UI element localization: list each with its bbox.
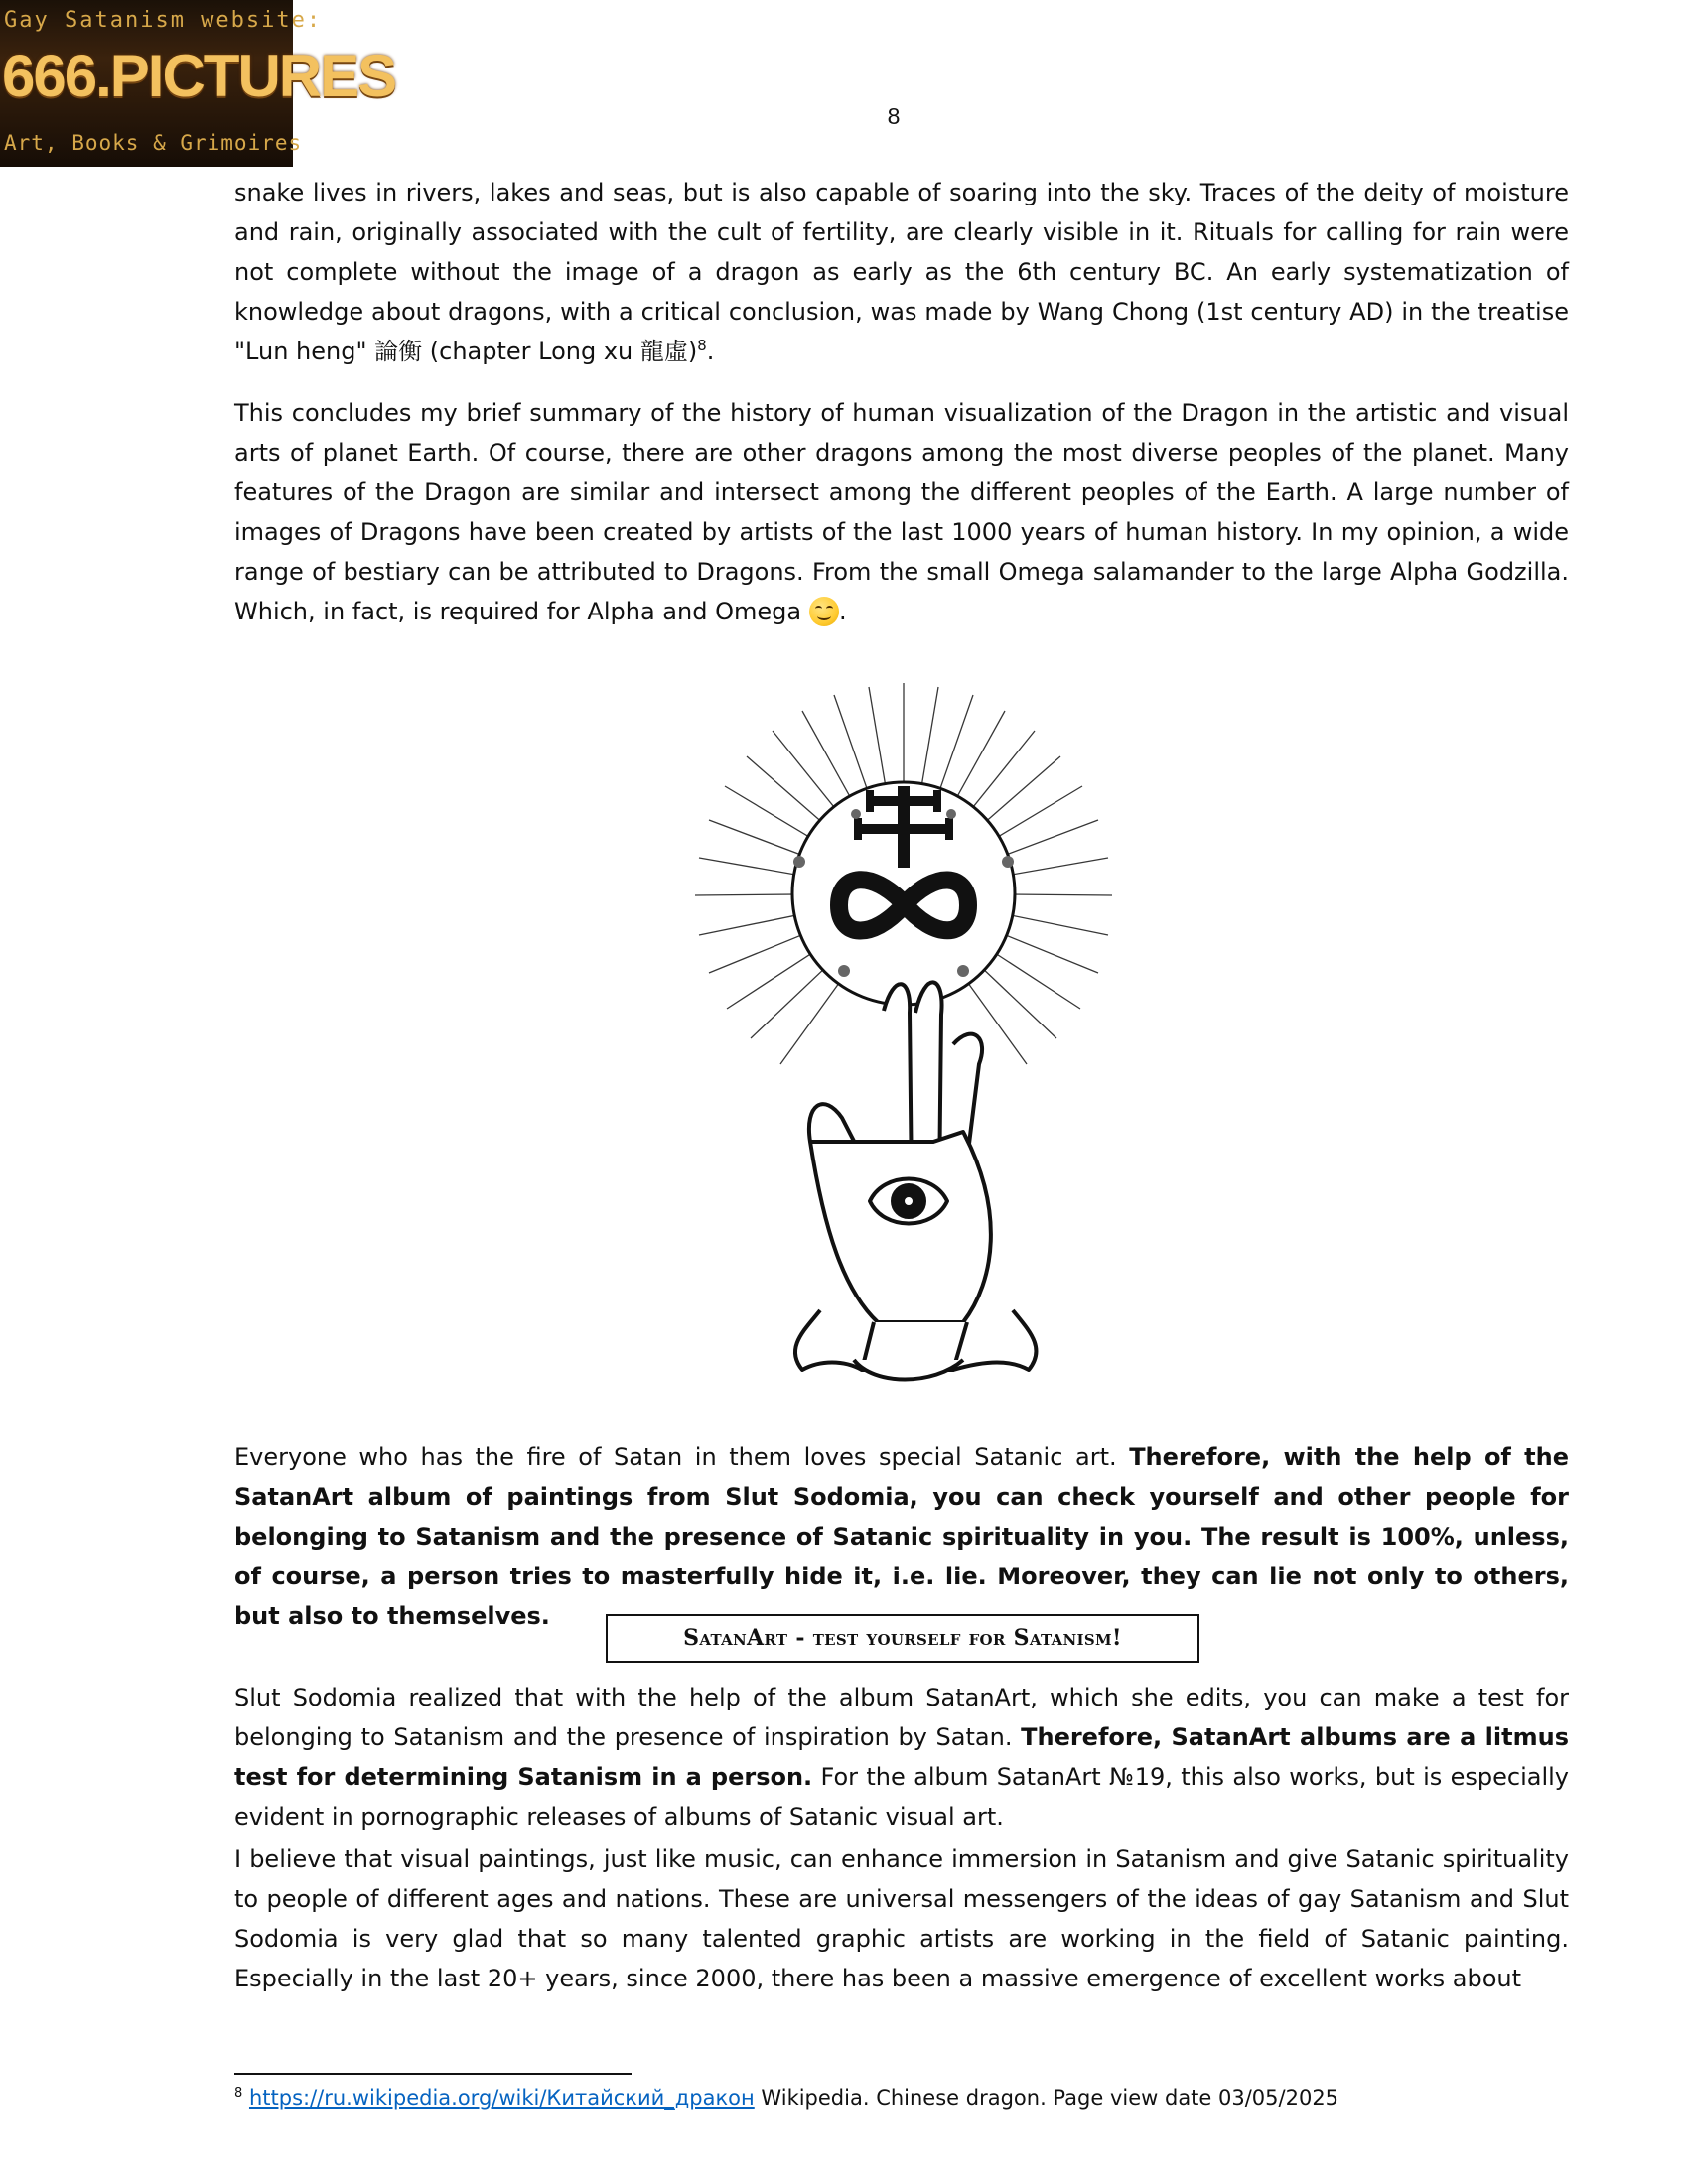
paragraph-text: snake lives in rivers, lakes and seas, but is also capable of soaring into the sky. Traces of the deity of moisture and rain, originally associated with the cult of fertility, are clearly visible in it. Rituals for calling for rain were not complete without the image of a dragon as early as the 6th century BC. An early systematization of knowledge about dragons, with a critical conclusion, was made by Wang Chong (1st century AD) in the treatise "Lun heng" 論衡 (chapter Long xu 龍虛) [234,179,1569,365]
footnote-text: Wikipedia. Chinese dragon. Page view date 03/05/2025 [754,2086,1339,2110]
footnote [234,2083,1569,2113]
paragraph-text: I believe that visual paintings, just like music, can enhance immersion in Satanism and give Satanic spirituality to people of different ages and nations. These are universal messengers of the ideas of gay Satanism and Slut Sodomia is very glad that so many talented graphic artists are working in the field of Satanic painting. Especially in the last 20+ years, since 2000, there has been a massive emergence of excellent works about [234,1845,1569,1992]
site-logo[interactable] [0,0,396,167]
smiling-face-icon [809,597,839,626]
logo-tagline-bottom: Art, Books & Grimoires [4,131,303,155]
footnote-divider [234,2073,632,2075]
footnote-number: 8 [234,2086,243,2101]
paragraph-litmus-test [234,1678,1569,1837]
paragraph-satanart-intro [234,1437,1569,1636]
logo-tagline-top: Gay Satanism website: [4,8,323,33]
paragraph-text-continued: For the album SatanArt №19, this also works, but is especially evident in pornographic releases of albums of Satanic visual art. [234,1763,1569,1831]
leviathan-cross-hand-illustration [635,675,1172,1400]
paragraph-bold-text: Therefore, with the help of the SatanArt album of paintings from Slut Sodomia, you can check yourself and other people for belonging to Satanism and the presence of Satanic spirituality in you. The result is 100%, unless, of course, a person tries to masterfully hide it, i.e. lie. Moreover, they can lie not only to others, but also to themselves. [234,1443,1570,1630]
paragraph-summary [234,393,1569,631]
paragraph-bold-text: Therefore, SatanArt albums are a litmus test for determining Satanism in a person. [234,1723,1569,1791]
paragraph-dragon-history [234,173,1569,371]
hand-drawing [795,982,1037,1379]
paragraph-text: Slut Sodomia realized that with the help of the album SatanArt, which she edits, you can make a test for belonging to Satanism and the presence of inspiration by Satan. [234,1684,1569,1751]
satanart-test-box: SatanArt - test yourself for Satanism! [606,1614,1199,1663]
paragraph-visual-paintings [234,1840,1569,1998]
page-number: 8 [887,103,901,129]
paragraph-text: This concludes my brief summary of the history of human visualization of the Dragon in the artistic and visual arts of planet Earth. Of course, there are other dragons among the most diverse peoples of the planet. Many features of the Dragon are similar and intersect among the different peoples of the Earth. A large number of images of Dragons have been created by artists of the last 1000 years of human history. In my opinion, a wide range of bestiary can be attributed to Dragons. From the small Omega salamander to the large Alpha Godzilla. Which, in fact, is required for Alpha and Omega [234,399,1569,625]
paragraph-text: Everyone who has the fire of Satan in them loves special Satanic art. [234,1443,1130,1471]
footnote-link[interactable]: https://ru.wikipedia.org/wiki/Китайский_дракон [248,2086,755,2110]
logo-title: 666.PICTURES [2,43,396,109]
paragraph-end: . [706,338,715,365]
footnote-reference[interactable]: 8 [697,337,707,354]
paragraph-end: . [839,598,847,625]
